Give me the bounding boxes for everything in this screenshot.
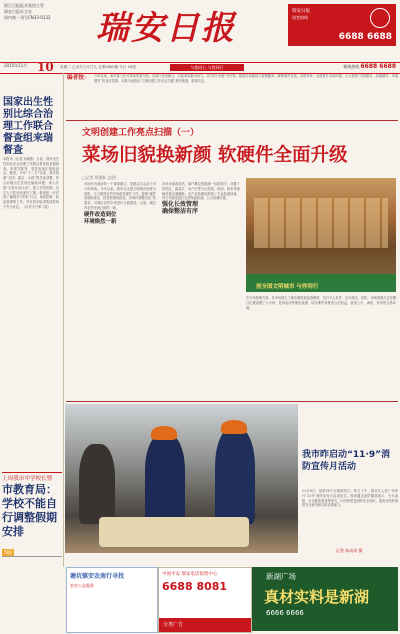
masthead-info <box>4 3 84 21</box>
masthead-line: 瑞安日报社主办 <box>4 9 32 14</box>
article-text: 市场全面改造后，商户摊位按照统一标准划分，设置了肉类区、蔬菜区、水产区等分区经营，地面、排水等基础设施全面翻新，农产品检测室配备了专业检测设备，每天对蔬菜进行农药残留检测，公示检测结果。 <box>162 182 240 201</box>
article-byline: □记者 蔡建新 文/图 <box>82 175 116 180</box>
helmet-icon <box>151 426 177 440</box>
hotline-label: 新闻热线 <box>343 64 360 69</box>
ad-title: 塘坑镇安农南行寻找 <box>70 573 125 580</box>
divider <box>66 401 398 402</box>
produce-crates <box>254 198 388 248</box>
promo-kicker: 上周我市中学校长暨 <box>2 476 53 482</box>
date-day: 10 <box>37 60 54 74</box>
ad-xinhu[interactable] <box>252 567 398 631</box>
ad-title: 新湖广场 <box>266 572 296 581</box>
market-photo[interactable] <box>246 178 396 292</box>
subheading: 硬件改造到位 <box>84 211 117 218</box>
fire-body: 11月9日，是第25个全国消防日。昨日上午，我市在人民广场举行“11·9”消防宣传月启动仪式，现场通过消防器材展示、灭火演练、火灾隐患查找等形式，向市民普及消防安全知识，提高全民的消防安全意识和自防自救能力。 <box>302 489 398 508</box>
editor-note-text: 今年以来，来市着力在可持续发展方面，各部门密切配合，以改革创新为动力，以“四个全面”为引领，推进市场建设与管理服务，统筹城乡发展，多措并举，全面提升市容环境，大力营造“文明瑞安、美丽瑞安、幸福瑞安”的良好氛围。本报今起推出“文明创建工作亮点扫描”系列报道，敬请关注。 <box>94 74 398 83</box>
helmet-icon <box>221 420 247 434</box>
article-headline[interactable]: 菜场旧貌换新颜 软硬件全面升级 <box>82 145 348 166</box>
editor-note-label: 编者按： <box>67 75 90 81</box>
date-info: 星期二 乙未年九月廿九 总第5850期 今日 16版 <box>60 65 136 69</box>
divider <box>66 120 398 121</box>
ad-subtitle: 安农公益服务 <box>70 583 94 588</box>
article-column-1 <box>84 182 156 398</box>
ad-tangkeng[interactable] <box>66 567 158 633</box>
firefighter-figure <box>145 434 185 524</box>
dateline <box>0 62 400 74</box>
section-tag: 与您同心 与您同行 <box>170 64 244 71</box>
left-footer <box>2 556 62 589</box>
photo-credit: 记者 陈成成 摄 <box>336 548 363 553</box>
tray <box>99 517 249 547</box>
masthead-line: 浙江日报报业集团主管 <box>4 3 44 8</box>
photo-caption: 创全国文明城市 与你同行 <box>256 284 319 290</box>
article-column-2 <box>162 182 240 398</box>
masthead-ad-phone: 6688 6688 <box>338 32 392 42</box>
masthead-line: 国内统一刊号CN33-0132 <box>4 15 51 20</box>
masthead-ad-line2: 读者热线 <box>292 15 308 20</box>
firefighter-figure <box>215 428 255 524</box>
article-kicker: 文明创建工作亮点扫描（一） <box>82 128 200 138</box>
article-column-3 <box>246 296 396 398</box>
ad-pingan[interactable] <box>158 567 252 633</box>
ad-phone: 6666 6666 <box>266 609 304 617</box>
left-headline[interactable]: 国家出生性别比综合治理工作联合督查组来瑞督查 <box>3 97 53 156</box>
date-prefix: 2015年11月 <box>4 63 28 68</box>
article-text: 在市场管理方面，各市场建立了保洁制度和巡查制度，实行专人负责、全天保洁。同时，市场管理方还在醒目位置设置了公平秤、投诉电话等便民设施，切实维护消费者合法权益，营造公平、诚信、有序的交易环境。 <box>246 296 396 310</box>
ad-band: 分类广告 <box>159 618 251 632</box>
ad-headline: 真材实料是新湖 <box>264 588 370 606</box>
hotline-number: 6688 6688 <box>360 63 396 70</box>
masthead-ad[interactable] <box>288 4 396 46</box>
promo-headline: 市教育局：学校不能自行调整假期安排 <box>2 483 57 538</box>
left-promo-box[interactable] <box>2 472 62 556</box>
fire-headline[interactable]: 我市昨启动“11·9”消防宣传月活动 <box>302 450 391 472</box>
ad-phone: 6688 8081 <box>162 580 228 593</box>
ad-title: 中国平安 瑞安电话销售中心 <box>162 572 218 577</box>
page-badge: 5版 <box>4 550 13 556</box>
masthead <box>0 0 400 62</box>
fire-drill-photo[interactable] <box>65 404 298 553</box>
subheading: 确保整洁有序 <box>162 207 199 215</box>
subheading: 强化长效管理 <box>162 201 199 209</box>
left-body: 本报讯（记者 孙晓燕）日前，国家出生性别比综合治理工作联合督查组来瑞督查。市领导陈秀、蔡笑参加汇报座谈会。据悉，今年“十二五”以来，我市按照“全国、重点、示范”的总体部署，综合治理出生性别比偏高问题，深入开展“关爱女孩行动”，建立长效机制，出生人口性别比逐年下降。督查组一行详细了解我市“两非”打击、B超管理、药品管理等工作，并对我市取得的成效给予充分肯定。（详见今日第二版） <box>3 157 59 209</box>
column-divider <box>63 73 64 567</box>
citizen-figure <box>79 444 115 524</box>
hotline <box>343 63 396 70</box>
newspaper-title: 瑞安日报 <box>96 8 236 47</box>
seal-icon <box>370 8 390 28</box>
article-text: 市场作为城市的一个重要窗口，是群众生活必不可少的场所。今年以来，我市以全国文明城市创建为契机，大力推进农贸市场改造提升工作，按照“硬件设施标准化、经营管理规范化、市场环境整洁化”的要求，对城区农贸市场进行全面改造。目前，城区各农贸市场已焕然一新。 <box>84 182 156 210</box>
masthead-ad-line1: 瑞安日报 <box>292 9 310 14</box>
subheading: 环境焕然一新 <box>84 218 117 225</box>
